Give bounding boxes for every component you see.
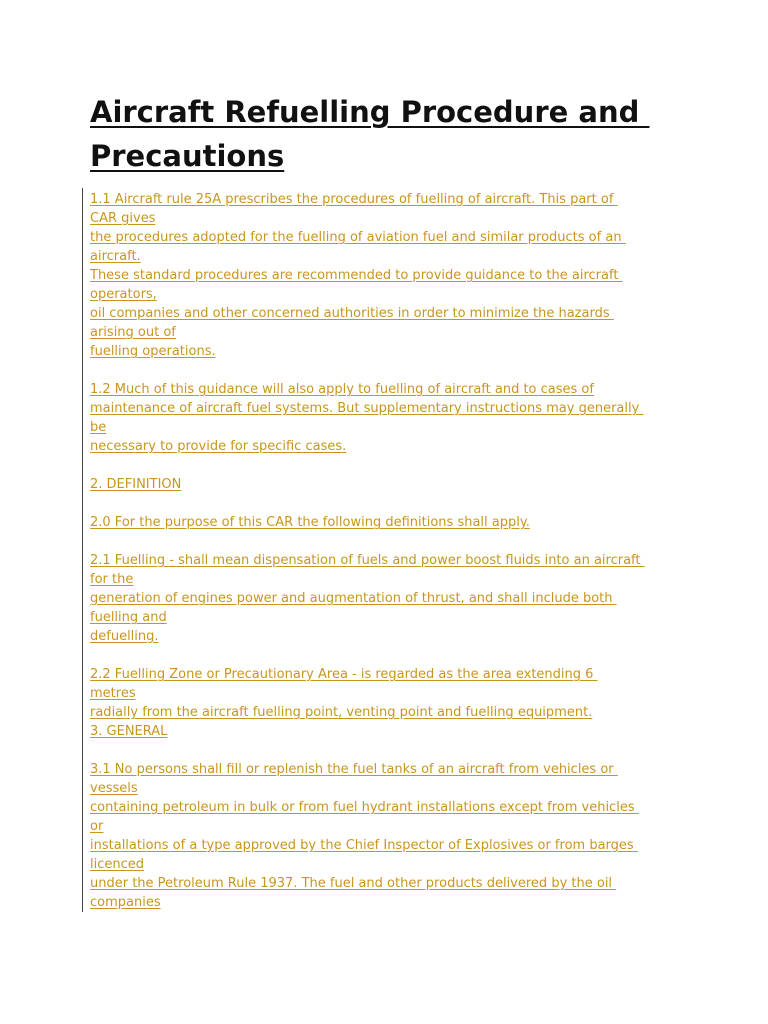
- body-text-line: arising out of: [90, 325, 176, 340]
- body-text-line: fuelling and: [90, 610, 167, 625]
- body-text-line: 1.1 Aircraft rule 25A prescribes the procedures of fuelling of aircraft. This part of: [90, 192, 618, 207]
- body-text-line: radially from the aircraft fuelling point, venting point and fuelling equipment.: [90, 705, 593, 720]
- body-text-line: 1.2 Much of this guidance will also apply to fuelling of aircraft and to cases of: [90, 382, 594, 397]
- body-text-line: aircraft.: [90, 249, 141, 264]
- blank-line: [90, 532, 730, 551]
- body-text-line: installations of a type approved by the Chief Inspector of Explosives or from barges: [90, 838, 638, 853]
- blank-line: [90, 456, 730, 475]
- body-text-line: 2.2 Fuelling Zone or Precautionary Area - is regarded as the area extending 6: [90, 667, 598, 682]
- left-border-rule: [82, 188, 83, 912]
- body-text-line: 2. DEFINITION: [90, 477, 182, 492]
- body-text-line: licenced: [90, 857, 145, 872]
- body-text-line: maintenance of aircraft fuel systems. But supplementary instructions may generally: [90, 401, 644, 416]
- document-body: [90, 190, 730, 912]
- body-text-line: fuelling operations.: [90, 344, 216, 359]
- title-line-2: Precautions: [90, 139, 285, 173]
- body-text-line: 3.1 No persons shall fill or replenish the fuel tanks of an aircraft from vehicles or: [90, 762, 618, 777]
- page-title: [90, 90, 710, 178]
- blank-line: [90, 646, 730, 665]
- body-text-line: necessary to provide for specific cases.: [90, 439, 347, 454]
- blank-line: [90, 741, 730, 760]
- body-text-line: These standard procedures are recommended to provide guidance to the aircraft: [90, 268, 623, 283]
- body-text-line: CAR gives: [90, 211, 156, 226]
- body-text-line: be: [90, 420, 107, 435]
- body-text-line: metres: [90, 686, 136, 701]
- body-text-line: operators,: [90, 287, 157, 302]
- body-text-line: containing petroleum in bulk or from fuel hydrant installations except from vehicles: [90, 800, 639, 815]
- body-text-line: the procedures adopted for the fuelling of aviation fuel and similar products of an: [90, 230, 626, 245]
- title-line-1: Aircraft Refuelling Procedure and: [90, 95, 650, 129]
- body-text-line: oil companies and other concerned authorities in order to minimize the hazards: [90, 306, 614, 321]
- body-text-line: vessels: [90, 781, 138, 796]
- body-text-line: under the Petroleum Rule 1937. The fuel and other products delivered by the oil: [90, 876, 617, 891]
- blank-line: [90, 361, 730, 380]
- body-text-line: companies: [90, 895, 161, 910]
- body-text-line: 2.0 For the purpose of this CAR the following definitions shall apply.: [90, 515, 530, 530]
- body-text-line: for the: [90, 572, 134, 587]
- body-text-line: or: [90, 819, 104, 834]
- body-text-line: defuelling.: [90, 629, 159, 644]
- blank-line: [90, 494, 730, 513]
- body-text-line: generation of engines power and augmentation of thrust, and shall include both: [90, 591, 617, 606]
- body-text-line: 2.1 Fuelling - shall mean dispensation of fuels and power boost fluids into an aircraft: [90, 553, 645, 568]
- body-text-line: 3. GENERAL: [90, 724, 168, 739]
